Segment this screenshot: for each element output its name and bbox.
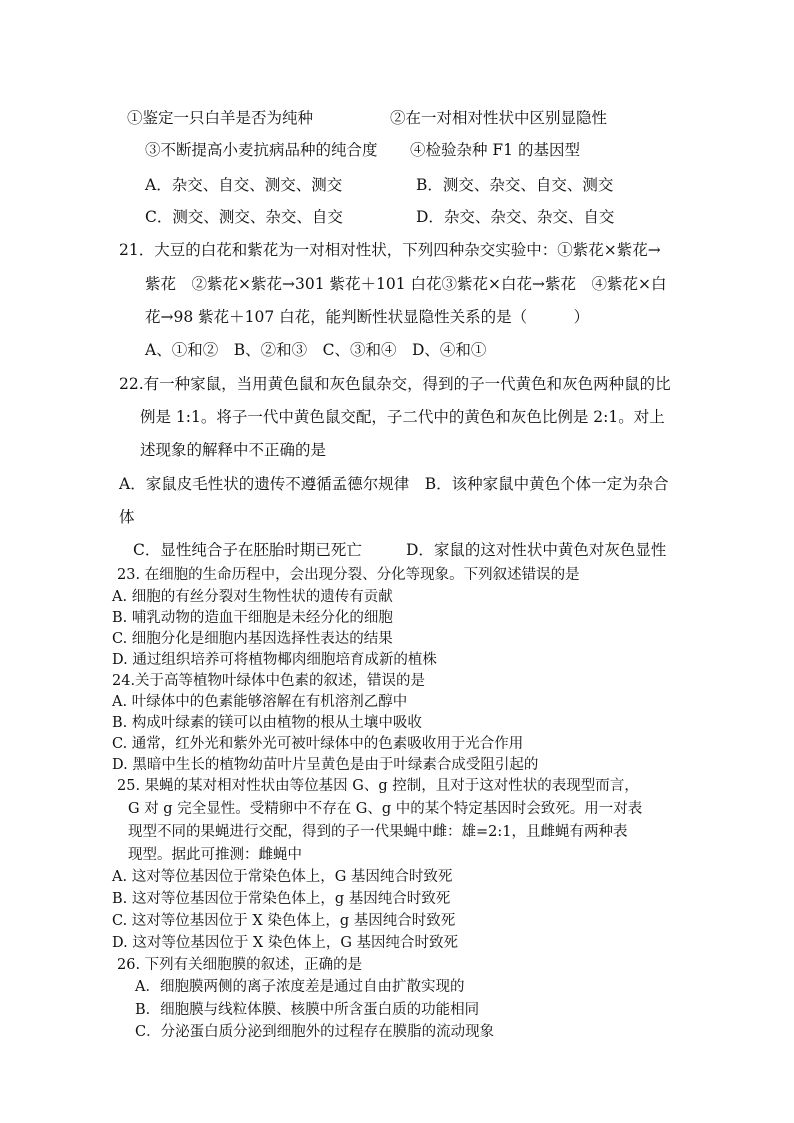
q20-option-d: D．杂交、杂交、杂交、自交 [416, 208, 615, 226]
q25-option-c: C. 这对等位基因位于 X 染色体上，g 基因纯合时致死 [112, 913, 456, 929]
q24-option-b: B. 构成叶绿素的镁可以由植物的根从土壤中吸收 [112, 715, 422, 731]
q25-stem-line-1: 25. 果蝇的某对相对性状由等位基因 G、g 控制，且对于这对性状的表现型而言， [117, 778, 639, 794]
q22-stem-line-2: 例是 1:1。将子一代中黄色鼠交配，子二代中的黄色和灰色比例是 2:1。对上 [140, 408, 665, 426]
q20-item-1: ①鉴定一只白羊是否为纯种 [127, 109, 314, 127]
q26-stem: 26. 下列有关细胞膜的叙述，正确的是 [117, 957, 363, 973]
q21-stem-line-2: 紫花 ②紫花×紫花→301 紫花＋101 白花③紫花×白花→紫花 ④紫花×白 [145, 275, 667, 293]
q25-option-a: A. 这对等位基因位于常染色体上，G 基因纯合时致死 [112, 869, 453, 885]
q23-option-a: A. 细胞的有丝分裂对生物性状的遗传有贡献 [112, 589, 393, 605]
q20-item-3: ③不断提高小麦抗病品种的纯合度 [145, 141, 378, 159]
q26-option-a: A．细胞膜两侧的离子浓度差是通过自由扩散实现的 [135, 979, 465, 995]
q24-option-c: C. 通常，红外光和紫外光可被叶绿体中的色素吸收用于光合作用 [112, 736, 524, 752]
q23-option-d: D. 通过组织培养可将植物椰肉细胞培育成新的植株 [112, 652, 437, 668]
q20-item-2: ②在一对相对性状中区别显隐性 [390, 109, 608, 127]
q26-option-c: C．分泌蛋白质分泌到细胞外的过程存在膜脂的流动现象 [135, 1024, 495, 1040]
q20-option-a: A．杂交、自交、测交、测交 [145, 176, 343, 194]
q20-option-b: B．测交、杂交、自交、测交 [416, 176, 614, 194]
q20-option-c: C．测交、测交、杂交、自交 [145, 208, 343, 226]
q22-option-b-continued: 体 [119, 508, 135, 526]
q25-option-b: B. 这对等位基因位于常染色体上，g 基因纯合时致死 [112, 891, 451, 907]
q22-option-d: D．家鼠的这对性状中黄色对灰色显性 [406, 541, 667, 559]
q23-stem: 23. 在细胞的生命历程中，会出现分裂、分化等现象。下列叙述错误的是 [117, 567, 580, 583]
q22-option-c: C．显性纯合子在胚胎时期已死亡 [133, 541, 362, 559]
q20-item-4: ④检验杂种 F1 的基因型 [410, 141, 580, 159]
q21-options: A、①和② B、②和③ C、③和④ D、④和① [145, 341, 487, 359]
q25-stem-line-2: G 对 g 完全显性。受精卵中不存在 G、g 中的某个特定基因时会致死。用一对表 [128, 801, 643, 817]
q24-stem: 24.关于高等植物叶绿体中色素的叙述，错误的是 [112, 673, 426, 689]
q22-stem-line-3: 述现象的解释中不正确的是 [140, 441, 327, 459]
q25-stem-line-4: 现型。据此可推测：雌蝇中 [128, 847, 302, 863]
q21-stem-line-3: 花→98 紫花＋107 白花，能判断性状显隐性关系的是（ ） [145, 308, 590, 326]
q21-stem-line-1: 21．大豆的白花和紫花为一对相对性状，下列四种杂交实验中：①紫花×紫花→ [119, 241, 661, 259]
q25-option-d: D. 这对等位基因位于 X 染色体上，G 基因纯合时致死 [112, 935, 459, 951]
q25-stem-line-3: 现型不同的果蝇进行交配，得到的子一代果蝇中雌：雄=2:1，且雌蝇有两种表 [128, 824, 628, 840]
q23-option-b: B. 哺乳动物的造血干细胞是未经分化的细胞 [112, 610, 393, 626]
q22-option-a-b: A．家鼠皮毛性状的遗传不遵循孟德尔规律 B．该种家鼠中黄色个体一定为杂合 [119, 475, 669, 493]
q24-option-d: D. 黑暗中生长的植物幼苗叶片呈黄色是由于叶绿素合成受阻引起的 [112, 757, 539, 773]
q22-stem-line-1: 22.有一种家鼠，当用黄色鼠和灰色鼠杂交，得到的子一代黄色和灰色两种鼠的比 [119, 375, 671, 393]
q24-option-a: A. 叶绿体中的色素能够溶解在有机溶剂乙醇中 [112, 694, 408, 710]
q23-option-c: C. 细胞分化是细胞内基因选择性表达的结果 [112, 631, 393, 647]
q26-option-b: B．细胞膜与线粒体膜、核膜中所含蛋白质的功能相同 [135, 1002, 480, 1018]
